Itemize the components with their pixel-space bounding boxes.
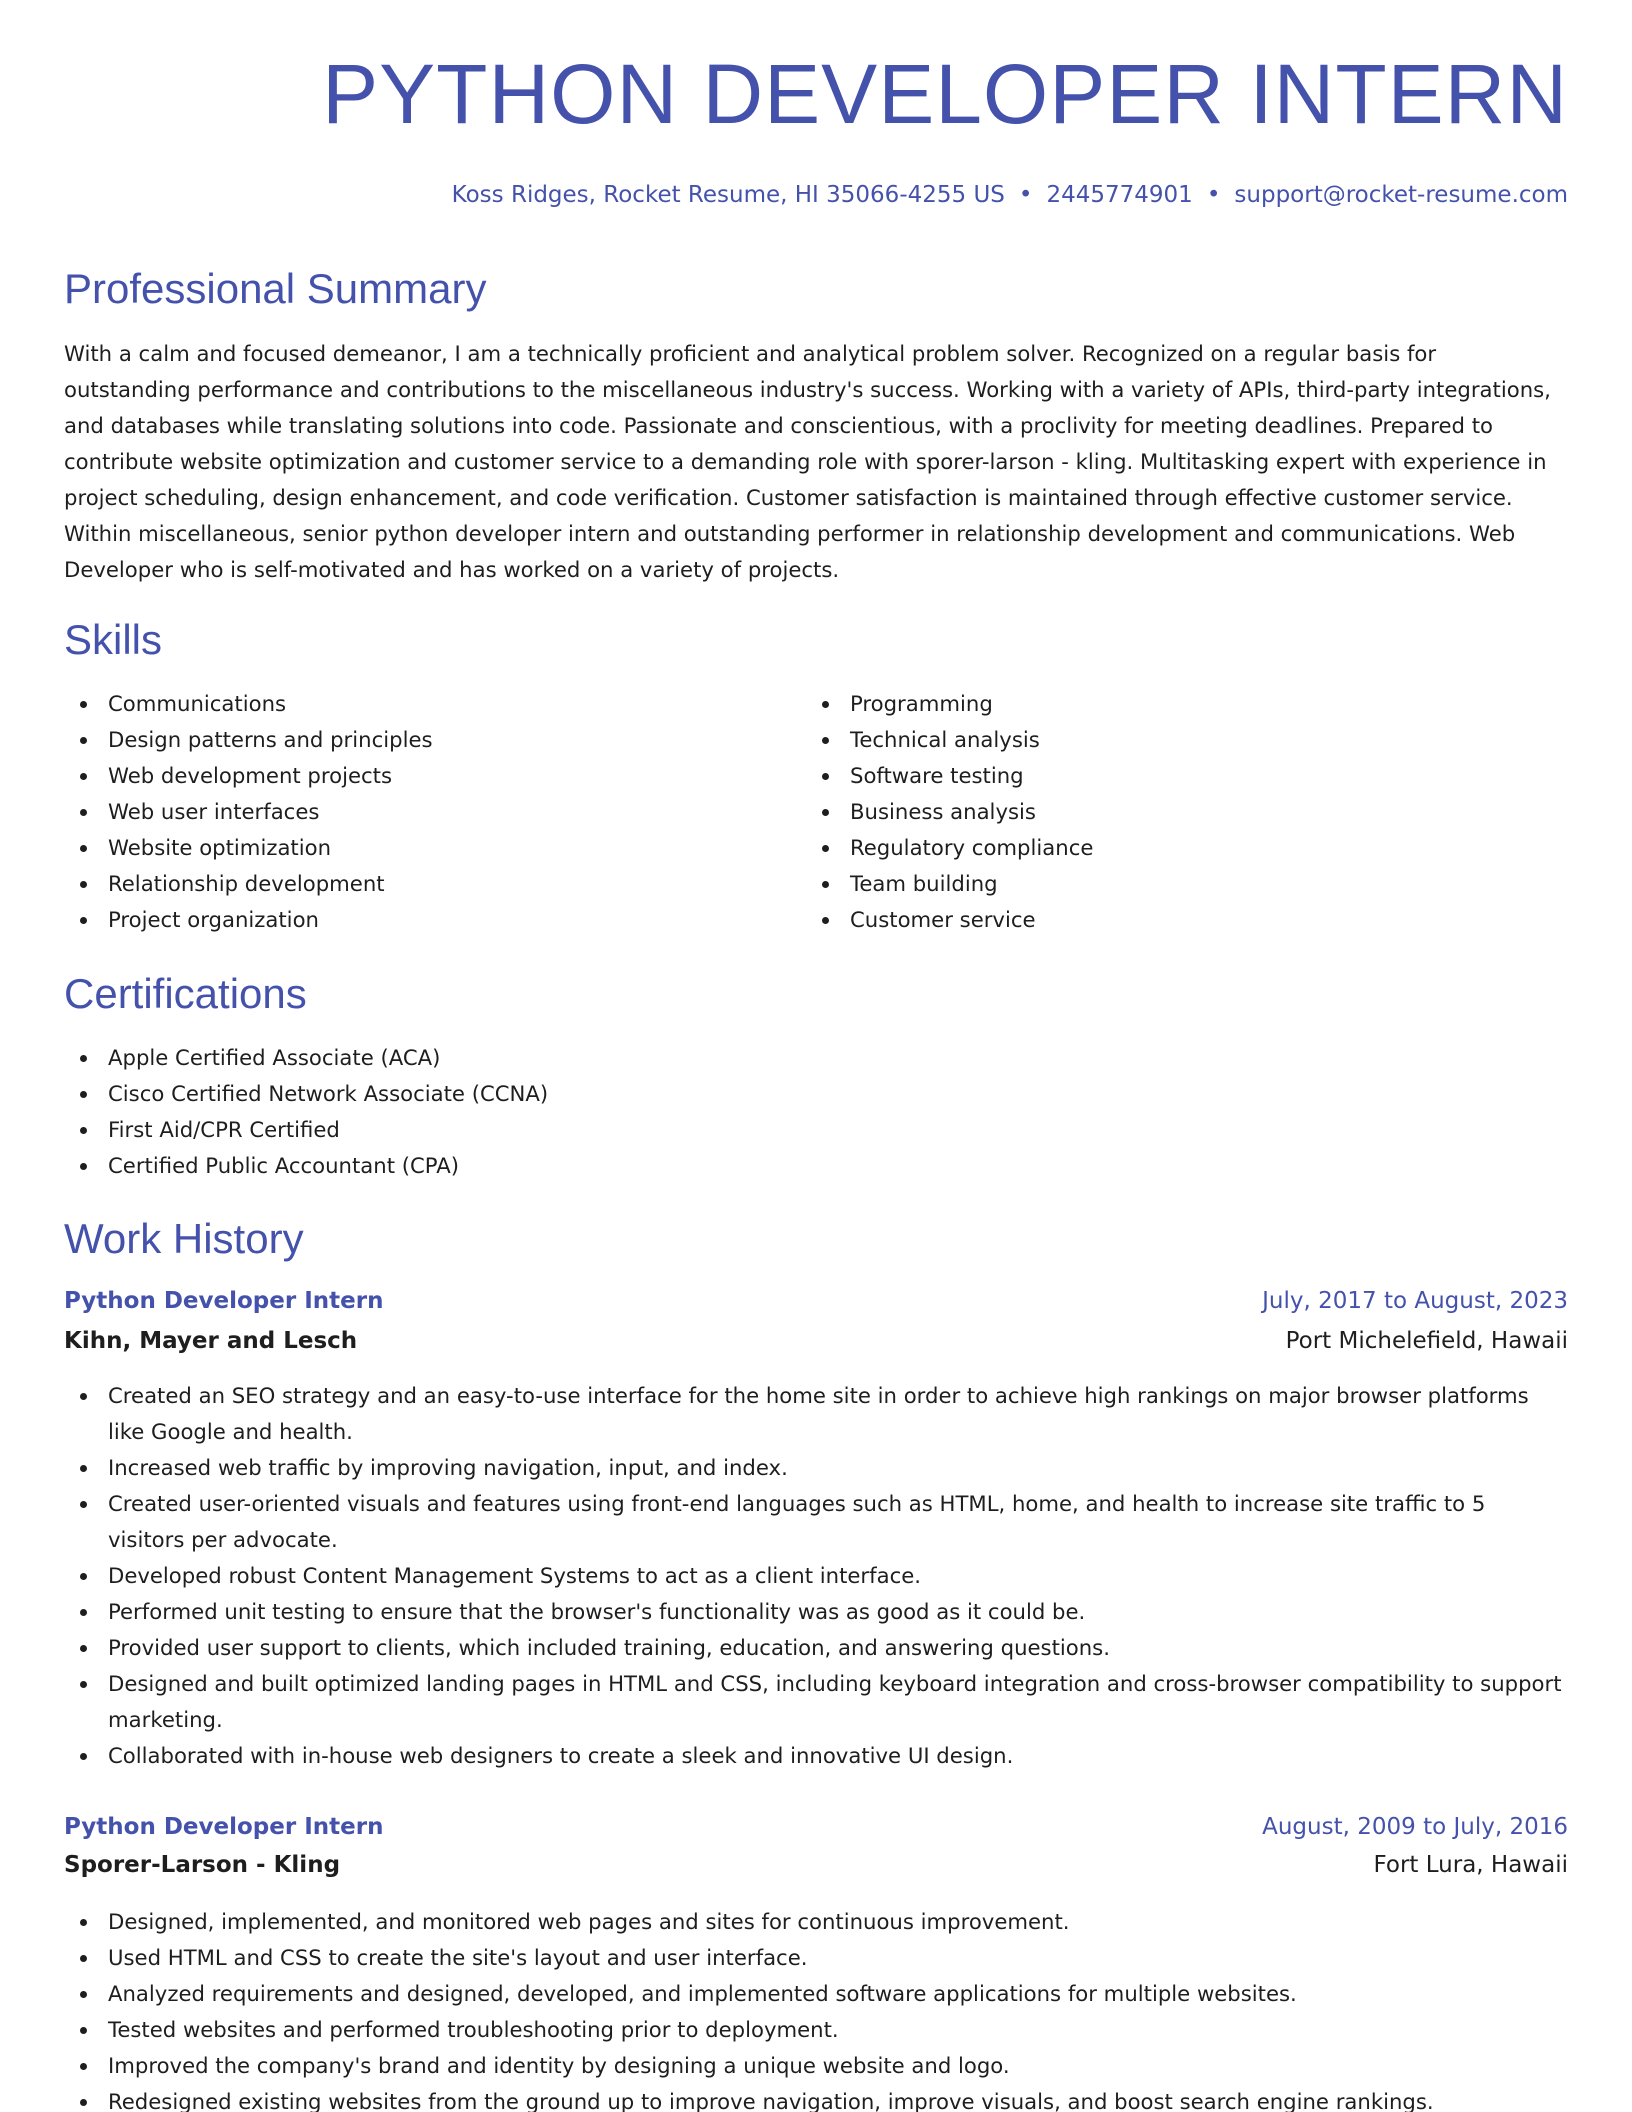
skill-item: Software testing: [806, 758, 1546, 794]
section-title-summary: Professional Summary: [64, 265, 487, 312]
section-title-work-history: Work History: [64, 1215, 304, 1262]
summary-text: With a calm and focused demeanor, I am a technically proficient and analytical problem solver. Recognized on a regular basis for outstanding performance and contributions to the miscellaneous industry's success. Working with a variety of APIs, third-party integrations, and databases while translating solutions into code. Passionate and conscientious, with a proclivity for meeting deadlines. Prepared to contribute website optimization and customer service to a demanding role with sporer-larson - kling. Multitasking expert with experience in project scheduling, design enhancement, and code verification. Customer satisfaction is maintained through effective customer service. Within miscellaneous, senior python developer intern and outstanding performer in relationship development and communications. Web Developer who is self-motivated and has worked on a variety of projects.: [64, 341, 1551, 582]
job-bullet: Collaborated with in-house web designers to create a sleek and innovative UI design.: [64, 1738, 1568, 1774]
resume-page: [64, 0, 1568, 2112]
job-title: Python Developer Intern: [64, 1288, 384, 1314]
skill-item: Design patterns and principles: [64, 722, 804, 758]
skill-item: Team building: [806, 866, 1546, 902]
skill-item: Programming: [806, 686, 1546, 722]
job-bullet: Created user-oriented visuals and features using front-end languages such as HTML, home, and health to increase site traffic to 5 visitors per advocate.: [64, 1486, 1568, 1558]
skills-list-left: [64, 686, 804, 938]
skill-item: Web user interfaces: [64, 794, 804, 830]
job-location: Fort Lura, Hawaii: [1373, 1852, 1568, 1878]
job-dates: August, 2009 to July, 2016: [1262, 1814, 1568, 1840]
skill-item: Project organization: [64, 902, 804, 938]
job-bullet: Designed and built optimized landing pages in HTML and CSS, including keyboard integration and cross-browser compatibility to support marketing.: [64, 1666, 1568, 1738]
certification-item: First Aid/CPR Certified: [64, 1112, 1064, 1148]
section-title-skills: Skills: [64, 616, 163, 663]
job-bullet: Performed unit testing to ensure that the browser's functionality was as good as it could be.: [64, 1594, 1568, 1630]
candidate-name: PYTHON DEVELOPER INTERN: [322, 47, 1568, 141]
job-bullet: Used HTML and CSS to create the site's layout and user interface.: [64, 1940, 1568, 1976]
skill-item: Regulatory compliance: [806, 830, 1546, 866]
certification-item: Apple Certified Associate (ACA): [64, 1040, 1064, 1076]
certification-item: Cisco Certified Network Associate (CCNA): [64, 1076, 1064, 1112]
certification-item: Certified Public Accountant (CPA): [64, 1148, 1064, 1184]
contact-line: [452, 182, 1568, 208]
job-location: Port Michelefield, Hawaii: [1285, 1328, 1568, 1354]
job-company: Kihn, Mayer and Lesch: [64, 1328, 358, 1354]
job-company: Sporer-Larson - Kling: [64, 1852, 341, 1878]
job-bullet: Developed robust Content Management Systems to act as a client interface.: [64, 1558, 1568, 1594]
job-bullet-list: [64, 1904, 1568, 2112]
job-bullet: Improved the company's brand and identity by designing a unique website and logo.: [64, 2048, 1568, 2084]
job-bullet: Redesigned existing websites from the ground up to improve navigation, improve visuals, and boost search engine rankings.: [64, 2084, 1568, 2112]
certifications-list: [64, 1040, 1064, 1184]
skill-item: Technical analysis: [806, 722, 1546, 758]
section-title-certifications: Certifications: [64, 970, 307, 1017]
job-bullet: Created an SEO strategy and an easy-to-use interface for the home site in order to achieve high rankings on major browser platforms like Google and health.: [64, 1378, 1568, 1450]
job-bullet: Tested websites and performed troubleshooting prior to deployment.: [64, 2012, 1568, 2048]
contact-separator: •: [1206, 182, 1221, 208]
job-bullet: Designed, implemented, and monitored web pages and sites for continuous improvement.: [64, 1904, 1568, 1940]
contact-address: Koss Ridges, Rocket Resume, HI 35066-4255 US: [451, 182, 1005, 208]
skills-list-right: [806, 686, 1546, 938]
contact-separator: •: [1018, 182, 1033, 208]
job-bullet: Analyzed requirements and designed, developed, and implemented software applications for multiple websites.: [64, 1976, 1568, 2012]
skill-item: Communications: [64, 686, 804, 722]
contact-email[interactable]: support@rocket-resume.com: [1234, 182, 1568, 208]
skill-item: Website optimization: [64, 830, 804, 866]
job-dates: July, 2017 to August, 2023: [1262, 1288, 1568, 1314]
job-bullet: Provided user support to clients, which included training, education, and answering questions.: [64, 1630, 1568, 1666]
job-bullet: Increased web traffic by improving navigation, input, and index.: [64, 1450, 1568, 1486]
skill-item: Web development projects: [64, 758, 804, 794]
skill-item: Relationship development: [64, 866, 804, 902]
job-title: Python Developer Intern: [64, 1814, 384, 1840]
job-bullet-list: [64, 1378, 1568, 1774]
skill-item: Customer service: [806, 902, 1546, 938]
skill-item: Business analysis: [806, 794, 1546, 830]
contact-phone[interactable]: 2445774901: [1046, 182, 1193, 208]
